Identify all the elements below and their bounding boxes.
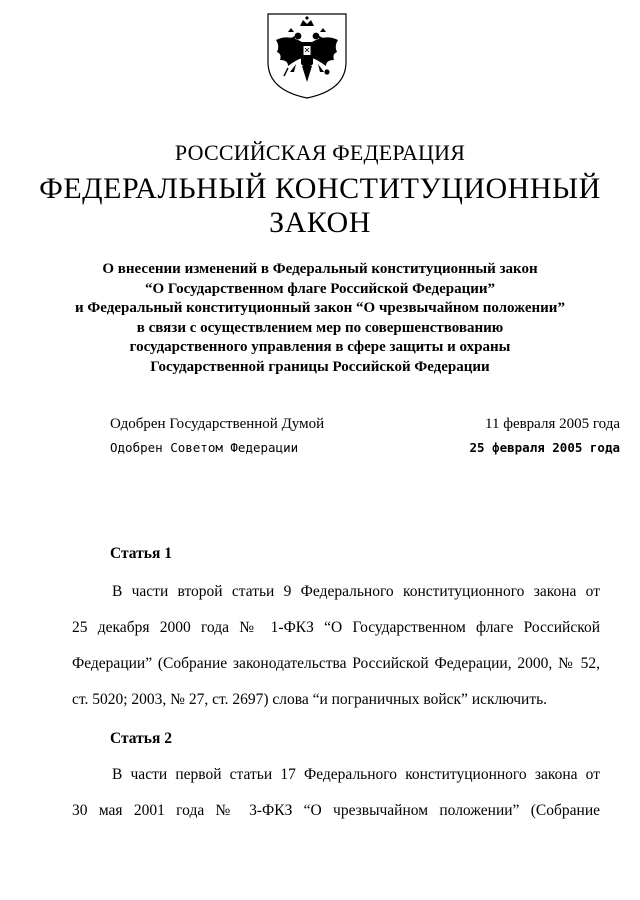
article-1-title: Статья 1 <box>110 545 172 562</box>
subject-line: государственного управления в сфере защиты и охраны <box>129 339 511 356</box>
article-2-title: Статья 2 <box>110 730 172 747</box>
approval-row-duma <box>110 416 620 433</box>
approval-date: 11 февраля 2005 года <box>485 416 620 432</box>
text-line: В части первой статьи 17 Федерального конституционного закона от <box>112 766 600 783</box>
subject-line: в связи с осуществлением мер по совершенствованию <box>136 319 504 336</box>
text-line: В части второй статьи 9 Федерального конституционного закона от <box>112 583 600 600</box>
text-line: ст. 5020; 2003, № 27, ст. 2697) слова “и пограничных войск” исключить. <box>72 691 548 708</box>
country-heading: РОССИЙСКАЯ ФЕДЕРАЦИЯ <box>174 140 466 165</box>
law-subject-title <box>60 260 580 378</box>
approval-label: Одобрен Советом Федерации <box>110 440 299 455</box>
approval-label: Одобрен Государственной Думой <box>110 416 325 432</box>
coat-of-arms-emblem <box>264 10 350 100</box>
subject-line: О внесении изменений в Федеральный конституционный закон <box>102 261 538 277</box>
approval-row-federation-council <box>110 440 620 455</box>
law-type-heading: ФЕДЕРАЛЬНЫЙ КОНСТИТУЦИОННЫЙ ЗАКОН <box>39 172 601 239</box>
text-line: Федерации” (Собрание законодательства Российской Федерации, 2000, № 52, <box>72 655 600 672</box>
approval-date: 25 февраля 2005 года <box>469 440 620 455</box>
text-line: 30 мая 2001 года № 3-ФКЗ “О чрезвычайном положении” (Собрание <box>72 802 600 819</box>
text-line: 25 декабря 2000 года № 1-ФКЗ “О Государственном флаге Российской <box>72 619 600 636</box>
subject-line: и Федеральный конституционный закон “О чрезвычайном положении” <box>75 300 565 317</box>
subject-line: “О Государственном флаге Российской Федерации” <box>144 280 496 297</box>
subject-line: Государственной границы Российской Федерации <box>150 358 490 375</box>
